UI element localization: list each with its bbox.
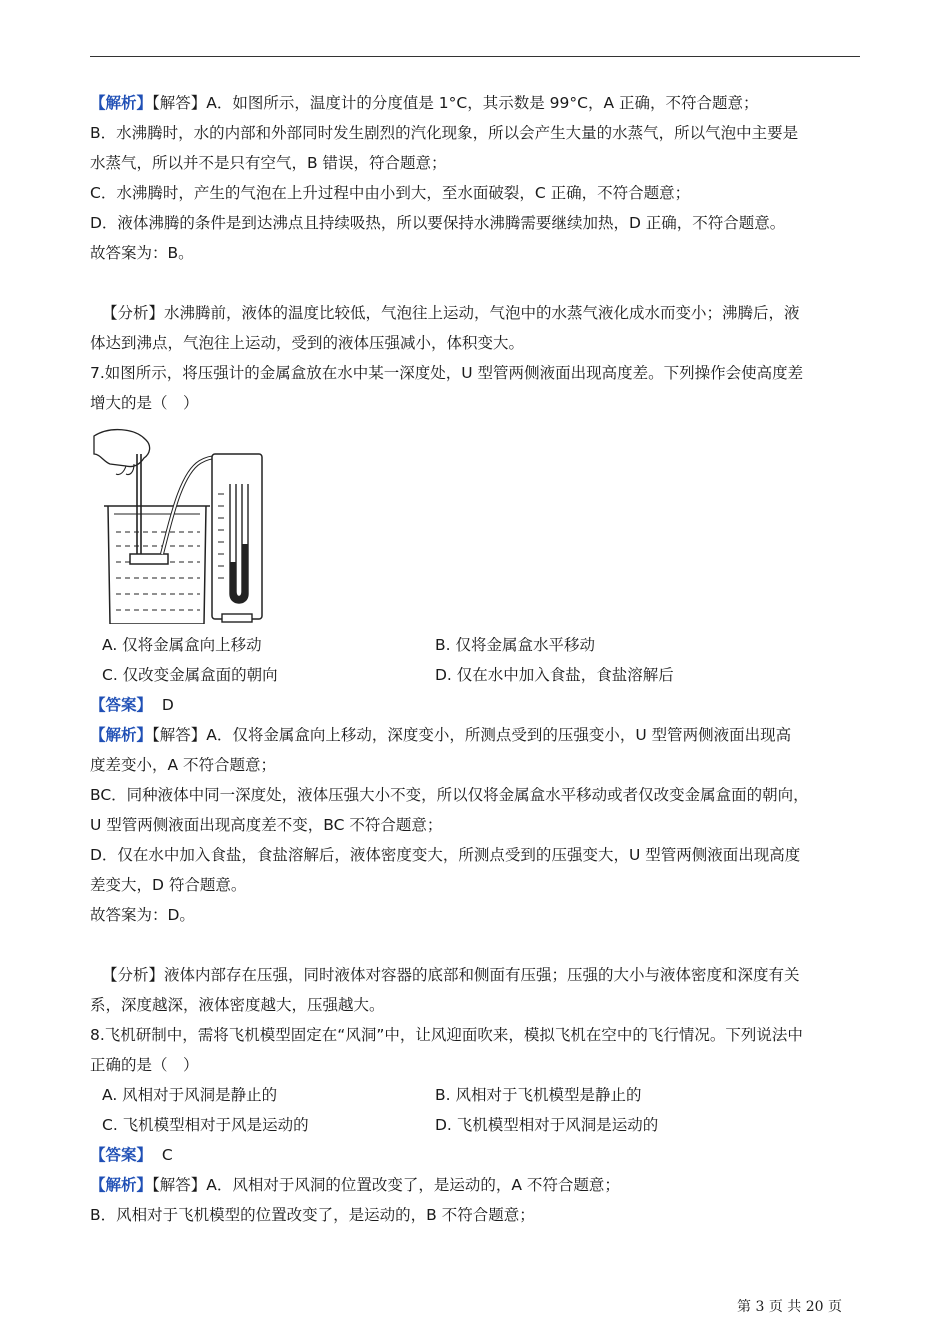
pressure-gauge-diagram (90, 424, 290, 624)
page-content (90, 88, 860, 1230)
solution-line (90, 1170, 860, 1200)
option-d[interactable]: D. 飞机模型相对于风洞是运动的 (435, 1116, 659, 1134)
solution-line: 差变大，D 符合题意。 (90, 876, 247, 894)
solution-line: U 型管两侧液面出现高度差不变，BC 不符合题意； (90, 816, 443, 834)
header-rule (90, 56, 860, 57)
page-footer: 第 3 页 共 20 页 (737, 1299, 842, 1315)
option-a[interactable]: A. 仅将金属盒向上移动 (102, 636, 262, 654)
answer-tag: 【答案】 (90, 696, 153, 714)
analysis-line: 系，深度越深，液体密度越大，压强越大。 (90, 996, 385, 1014)
solution-text: 【解答】A．仅将金属盒向上移动，深度变小，所测点受到的压强变小，U 型管两侧液面出现高 (152, 726, 792, 744)
answer-line (90, 690, 860, 720)
answer-value: C (161, 1146, 173, 1164)
answer-line (90, 1140, 860, 1170)
analysis-line: 【分析】液体内部存在压强，同时液体对容器的底部和侧面有压强；压强的大小与液体密度和深度有关 (102, 966, 800, 984)
question-7-options-row (90, 660, 860, 690)
solution-tag: 【解析】 (90, 1176, 153, 1194)
solution-line: 度差变小，A 不符合题意； (90, 756, 277, 774)
question-8-options-row (90, 1080, 860, 1110)
question-8-options-row (90, 1110, 860, 1140)
final-answer-line: 故答案为：B。 (90, 244, 194, 262)
analysis-line: 【分析】水沸腾前，液体的温度比较低，气泡往上运动，气泡中的水蒸气液化成水而变小；沸腾后，液 (102, 304, 800, 322)
solution-text: 【解答】A．如图所示，温度计的分度值是 1°C，其示数是 99°C，A 正确，不符合题意； (152, 94, 759, 112)
solution-tag: 【解析】 (90, 726, 153, 744)
solution-line: D．液体沸腾的条件是到达沸点且持续吸热，所以要保持水沸腾需要继续加热，D 正确，不符合题意。 (90, 214, 786, 232)
solution-tag: 【解析】 (90, 94, 153, 112)
solution-line: D．仅在水中加入食盐，食盐溶解后，液体密度变大，所测点受到的压强变大，U 型管两侧液面出现高度 (90, 846, 801, 864)
solution-line: B．水沸腾时，水的内部和外部同时发生剧烈的汽化现象，所以会产生大量的水蒸气，所以气泡中主要是 (90, 124, 799, 142)
question-7-options-row (90, 630, 860, 660)
pressure-gauge-figure (90, 424, 860, 624)
question-7-stem: 增大的是（ ） (90, 394, 199, 412)
solution-line: C．水沸腾时，产生的气泡在上升过程中由小到大，至水面破裂，C 正确，不符合题意； (90, 184, 691, 202)
question-8-stem: 正确的是（ ） (90, 1056, 199, 1074)
solution-text: 【解答】A．风相对于风洞的位置改变了，是运动的，A 不符合题意； (152, 1176, 620, 1194)
question-8-stem: 8.飞机研制中，需将飞机模型固定在“风洞”中，让风迎面吹来，模拟飞机在空中的飞行情况。下列说法中 (90, 1026, 803, 1044)
solution-line (90, 88, 860, 118)
question-7-stem: 7.如图所示，将压强计的金属盒放在水中某一深度处，U 型管两侧液面出现高度差。下列操作会使高度差 (90, 364, 804, 382)
solution-line (90, 720, 860, 750)
final-answer-line: 故答案为：D。 (90, 906, 195, 924)
metal-box (130, 554, 168, 564)
solution-line: 水蒸气，所以并不是只有空气，B 错误，符合题意； (90, 154, 447, 172)
answer-tag: 【答案】 (90, 1146, 153, 1164)
option-c[interactable]: C. 仅改变金属盒面的朝向 (102, 666, 278, 684)
answer-value: D (161, 696, 174, 714)
beaker (108, 506, 206, 624)
option-b[interactable]: B. 仅将金属盒水平移动 (435, 636, 595, 654)
solution-line: BC．同种液体中同一深度处，液体压强大小不变，所以仅将金属盒水平移动或者仅改变金属盒面的朝向， (90, 786, 809, 804)
option-b[interactable]: B. 风相对于飞机模型是静止的 (435, 1086, 642, 1104)
option-c[interactable]: C. 飞机模型相对于风是运动的 (102, 1116, 309, 1134)
analysis-line: 体达到沸点，气泡往上运动，受到的液体压强减小，体积变大。 (90, 334, 525, 352)
option-a[interactable]: A. 风相对于风洞是静止的 (102, 1086, 278, 1104)
solution-line: B．风相对于飞机模型的位置改变了，是运动的，B 不符合题意； (90, 1206, 535, 1224)
option-d[interactable]: D. 仅在水中加入食盐，食盐溶解后 (435, 666, 674, 684)
